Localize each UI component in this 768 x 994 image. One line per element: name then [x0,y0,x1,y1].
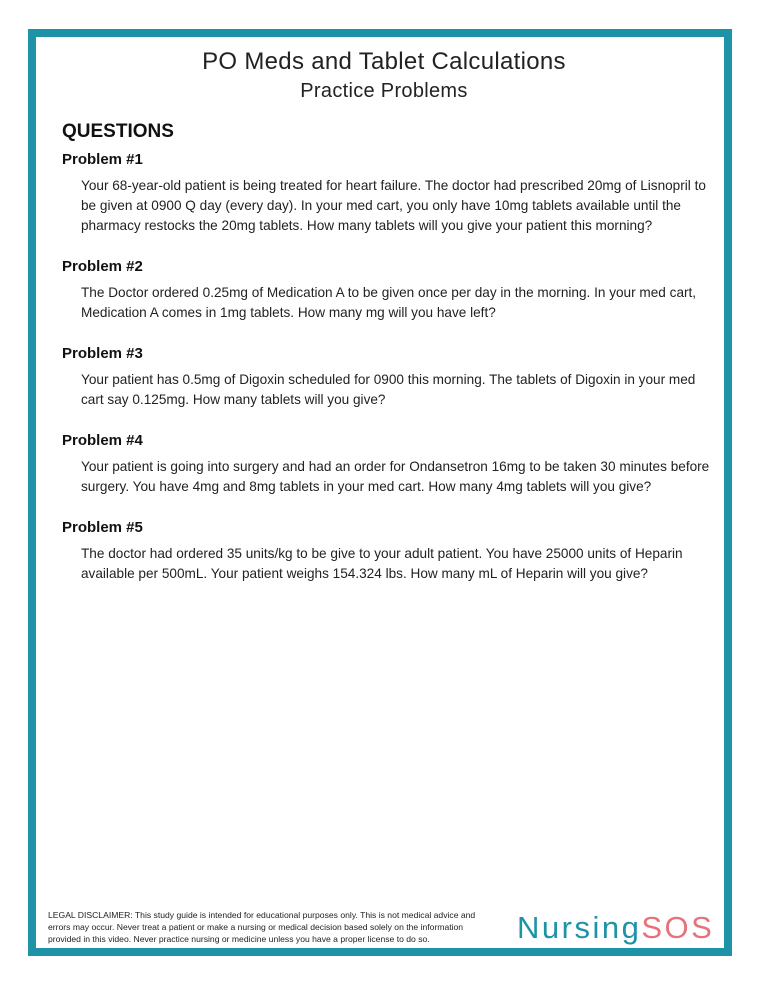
logo-text-nursing: Nursing [517,910,642,945]
problem-3 [62,345,712,410]
logo-text-sos: SOS [641,910,715,945]
page-subtitle: Practice Problems [300,80,468,102]
problem-1-text: Your 68-year-old patient is being treated for heart failure. The doctor had prescribed 20mg of Lisnopril to be given at 0900 Q day (every day). In your med cart, you only have 10mg tablets available until the pharmacy restocks the 20mg tablets. How many tablets will you give your patient this morning? [81,178,706,233]
problem-1 [62,151,712,236]
questions-heading: QUESTIONS [62,121,174,142]
legal-disclaimer: LEGAL DISCLAIMER: This study guide is intended for educational purposes only. This is not medical advice and errors may occur. Never treat a patient or make a nursing or medical decision based solely on the information provided in this video. Never practice nursing or medicine unless you have a proper license to do so. [48,910,476,944]
problem-2 [62,258,712,323]
problem-3-text: Your patient has 0.5mg of Digoxin scheduled for 0900 this morning. The tablets of Digoxin in your med cart say 0.125mg. How many tablets will you give? [81,372,696,407]
problem-5 [62,519,712,584]
problem-5-text: The doctor had ordered 35 units/kg to be give to your adult patient. You have 25000 units of Heparin available per 500mL. Your patient weighs 154.324 lbs. How many mL of Heparin will you give? [81,546,683,581]
page-title: PO Meds and Tablet Calculations [202,48,566,75]
problem-2-text: The Doctor ordered 0.25mg of Medication A to be given once per day in the morning. In your med cart, Medication A comes in 1mg tablets. How many mg will you have left? [81,285,697,320]
problem-5-title: Problem #5 [62,519,143,536]
nursingsos-logo [517,910,714,946]
problem-1-title: Problem #1 [62,151,143,168]
problem-3-title: Problem #3 [62,345,143,362]
problem-4-text: Your patient is going into surgery and had an order for Ondansetron 16mg to be taken 30 minutes before surgery. You have 4mg and 8mg tablets in your med cart. How many 4mg tablets will you give? [81,459,710,494]
problem-4 [62,432,712,497]
problem-4-title: Problem #4 [62,432,143,449]
problem-2-title: Problem #2 [62,258,143,275]
